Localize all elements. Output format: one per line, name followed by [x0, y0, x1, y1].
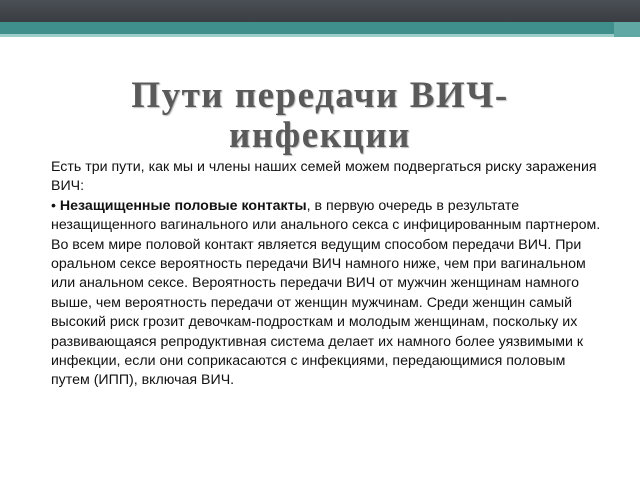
- slide-title: Пути передачи ВИЧ-инфекции: [131, 75, 509, 156]
- bullet-body-text: , в первую очередь в результате незащищенного вагинального или анального секса с инфицированным партнером. Во всем мире половой контакт является ведущим способом передачи ВИЧ. При оральном сексе вероятность передачи ВИЧ намного ниже, чем при вагинальном или анальном сексе. Вероятность передачи ВИЧ от мужчин женщинам намного выше, чем вероятность передачи от женщин мужчинам. Среди женщин самый высокий риск грозит девочкам-подросткам и молодым женщинам, поскольку их развивающаяся репродуктивная система делает их намного более уязвимыми к инфекции, если они соприкасаются с инфекциями, передающимися половым путем (ИПП), включая ВИЧ.: [51, 197, 601, 389]
- bullet-paragraph: [51, 197, 607, 391]
- header-bar-teal: [0, 22, 640, 34]
- intro-paragraph: Есть три пути, как мы и члены наших семей можем подвергаться риску заражения ВИЧ:: [51, 159, 597, 195]
- header-bar-dark: [0, 0, 640, 22]
- bullet-marker: •: [51, 197, 56, 214]
- header-corner-accent: [614, 22, 640, 37]
- header-bar-accent: [0, 34, 640, 37]
- bullet-bold-lead: Незащищенные половые контакты: [59, 197, 307, 214]
- slide-body: [51, 158, 607, 391]
